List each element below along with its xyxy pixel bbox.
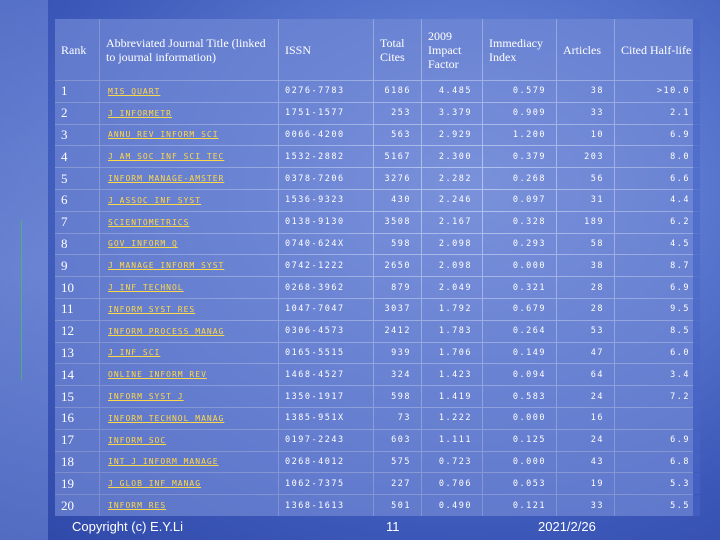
table-cell-impact-factor: 2.282 (422, 168, 482, 189)
footer-date: 2021/2/26 (538, 519, 596, 534)
table-cell-issn: 1385-951X (279, 408, 373, 429)
table-cell-cited-half-life: 6.2 (615, 212, 700, 233)
table-cell-immediacy-index: 0.000 (483, 408, 556, 429)
table-cell-articles: 53 (557, 321, 614, 342)
journal-title-link[interactable]: INFORM SYST J (100, 386, 278, 407)
table-cell-cited-half-life: 5.3 (615, 473, 700, 494)
table-cell-total-cites: 879 (374, 277, 421, 298)
table-cell-total-cites: 227 (374, 473, 421, 494)
table-cell-immediacy-index: 1.200 (483, 125, 556, 146)
journal-title-link[interactable]: ANNU REV INFORM SCI (100, 125, 278, 146)
table-cell-immediacy-index: 0.679 (483, 299, 556, 320)
table-cell-issn: 0740-624X (279, 234, 373, 255)
table-cell-issn: 0378-7206 (279, 168, 373, 189)
table-cell-articles: 47 (557, 343, 614, 364)
table-cell-issn: 1368-1613 (279, 495, 373, 516)
table-cell-issn: 1047-7047 (279, 299, 373, 320)
table-cell-issn: 1062-7375 (279, 473, 373, 494)
table-cell-impact-factor: 1.419 (422, 386, 482, 407)
table-cell-rank: 7 (55, 212, 99, 233)
journal-title-link[interactable]: INFORM RES (100, 495, 278, 516)
table-cell-impact-factor: 2.049 (422, 277, 482, 298)
table-cell-issn: 0197-2243 (279, 430, 373, 451)
table-cell-immediacy-index: 0.264 (483, 321, 556, 342)
table-cell-impact-factor: 2.098 (422, 234, 482, 255)
table-cell-total-cites: 939 (374, 343, 421, 364)
table-cell-cited-half-life: 3.4 (615, 364, 700, 385)
background-stripe (0, 0, 48, 540)
table-cell-total-cites: 2412 (374, 321, 421, 342)
table-cell-impact-factor: 2.246 (422, 190, 482, 211)
footer-copyright: Copyright (c) E.Y.Li (72, 519, 184, 534)
footer-page-number: 11 (386, 519, 400, 534)
table-cell-immediacy-index: 0.000 (483, 255, 556, 276)
table-cell-articles: 31 (557, 190, 614, 211)
table-cell-cited-half-life: 6.0 (615, 343, 700, 364)
table-cell-articles: 16 (557, 408, 614, 429)
table-cell-rank: 15 (55, 386, 99, 407)
journal-title-link[interactable]: INFORM MANAGE-AMSTER (100, 168, 278, 189)
journal-title-link[interactable]: MIS QUART (100, 81, 278, 102)
table-cell-total-cites: 3037 (374, 299, 421, 320)
table-cell-rank: 9 (55, 255, 99, 276)
table-cell-total-cites: 324 (374, 364, 421, 385)
table-cell-issn: 0165-5515 (279, 343, 373, 364)
table-cell-cited-half-life: 9.5 (615, 299, 700, 320)
header-total-cites: Total Cites (374, 19, 421, 80)
table-cell-impact-factor: 2.929 (422, 125, 482, 146)
table-cell-issn: 0306-4573 (279, 321, 373, 342)
table-cell-impact-factor: 0.723 (422, 452, 482, 473)
table-cell-cited-half-life: 4.4 (615, 190, 700, 211)
table-cell-total-cites: 3276 (374, 168, 421, 189)
table-cell-articles: 28 (557, 299, 614, 320)
table-cell-impact-factor: 2.098 (422, 255, 482, 276)
table-cell-rank: 10 (55, 277, 99, 298)
table-cell-cited-half-life: 8.5 (615, 321, 700, 342)
table-cell-impact-factor: 0.706 (422, 473, 482, 494)
journal-title-link[interactable]: J INFORMETR (100, 103, 278, 124)
table-cell-issn: 0742-1222 (279, 255, 373, 276)
table-cell-total-cites: 5167 (374, 146, 421, 167)
table-cell-rank: 17 (55, 430, 99, 451)
table-cell-total-cites: 598 (374, 234, 421, 255)
table-cell-immediacy-index: 0.579 (483, 81, 556, 102)
table-cell-issn: 0268-3962 (279, 277, 373, 298)
journal-title-link[interactable]: SCIENTOMETRICS (100, 212, 278, 233)
table-cell-rank: 18 (55, 452, 99, 473)
journal-ranking-table (55, 19, 693, 516)
table-cell-immediacy-index: 0.909 (483, 103, 556, 124)
table-cell-impact-factor: 1.706 (422, 343, 482, 364)
header-rank: Rank (55, 19, 99, 80)
table-cell-rank: 12 (55, 321, 99, 342)
table-cell-total-cites: 6186 (374, 81, 421, 102)
decorative-line (21, 220, 22, 380)
journal-title-link[interactable]: GOV INFORM Q (100, 234, 278, 255)
journal-title-link[interactable]: J INF TECHNOL (100, 277, 278, 298)
journal-title-link[interactable]: INFORM PROCESS MANAG (100, 321, 278, 342)
table-cell-issn: 0066-4200 (279, 125, 373, 146)
table-cell-cited-half-life: 7.2 (615, 386, 700, 407)
table-cell-impact-factor: 1.783 (422, 321, 482, 342)
table-cell-rank: 8 (55, 234, 99, 255)
table-cell-impact-factor: 3.379 (422, 103, 482, 124)
table-cell-immediacy-index: 0.097 (483, 190, 556, 211)
table-cell-immediacy-index: 0.149 (483, 343, 556, 364)
table-cell-cited-half-life: 5.5 (615, 495, 700, 516)
table-cell-issn: 0138-9130 (279, 212, 373, 233)
table-cell-impact-factor: 1.423 (422, 364, 482, 385)
table-cell-total-cites: 563 (374, 125, 421, 146)
table-cell-cited-half-life: 6.9 (615, 430, 700, 451)
table-cell-immediacy-index: 0.583 (483, 386, 556, 407)
table-cell-impact-factor: 2.300 (422, 146, 482, 167)
table-cell-articles: 58 (557, 234, 614, 255)
journal-title-link[interactable]: J INF SCI (100, 343, 278, 364)
table-cell-cited-half-life: 8.0 (615, 146, 700, 167)
table-cell-impact-factor: 1.111 (422, 430, 482, 451)
table-cell-articles: 33 (557, 103, 614, 124)
table-cell-rank: 2 (55, 103, 99, 124)
table-cell-issn: 1350-1917 (279, 386, 373, 407)
table-cell-cited-half-life: 6.6 (615, 168, 700, 189)
table-cell-total-cites: 3508 (374, 212, 421, 233)
journal-title-link[interactable]: ONLINE INFORM REV (100, 364, 278, 385)
header-title: Abbreviated Journal Title (linked to journal information) (100, 19, 278, 80)
table-cell-rank: 14 (55, 364, 99, 385)
table-cell-immediacy-index: 0.379 (483, 146, 556, 167)
table-cell-rank: 3 (55, 125, 99, 146)
table-cell-immediacy-index: 0.328 (483, 212, 556, 233)
header-impact-factor: 2009 Impact Factor (422, 19, 482, 80)
table-cell-issn: 1751-1577 (279, 103, 373, 124)
table-cell-rank: 5 (55, 168, 99, 189)
table-cell-immediacy-index: 0.321 (483, 277, 556, 298)
journal-title-link[interactable]: INFORM SYST RES (100, 299, 278, 320)
table-cell-issn: 1468-4527 (279, 364, 373, 385)
table-cell-issn: 0276-7783 (279, 81, 373, 102)
table-cell-immediacy-index: 0.125 (483, 430, 556, 451)
table-cell-issn: 1536-9323 (279, 190, 373, 211)
table-cell-total-cites: 598 (374, 386, 421, 407)
header-immediacy-index: Immediacy Index (483, 19, 556, 80)
table-cell-immediacy-index: 0.000 (483, 452, 556, 473)
table-cell-articles: 33 (557, 495, 614, 516)
table-cell-issn: 1532-2882 (279, 146, 373, 167)
table-cell-impact-factor: 4.485 (422, 81, 482, 102)
journal-title-link[interactable]: INFORM TECHNOL MANAG (100, 408, 278, 429)
table-cell-articles: 24 (557, 430, 614, 451)
table-cell-rank: 4 (55, 146, 99, 167)
table-cell-immediacy-index: 0.121 (483, 495, 556, 516)
journal-title-link[interactable]: J GLOB INF MANAG (100, 473, 278, 494)
header-articles: Articles (557, 19, 614, 80)
table-cell-articles: 64 (557, 364, 614, 385)
table-cell-impact-factor: 1.222 (422, 408, 482, 429)
table-cell-articles: 203 (557, 146, 614, 167)
table-cell-cited-half-life: 6.9 (615, 125, 700, 146)
table-cell-articles: 43 (557, 452, 614, 473)
table-cell-rank: 6 (55, 190, 99, 211)
table-cell-issn: 0268-4012 (279, 452, 373, 473)
table-cell-articles: 19 (557, 473, 614, 494)
table-cell-rank: 11 (55, 299, 99, 320)
table-cell-articles: 38 (557, 255, 614, 276)
table-cell-cited-half-life: 4.5 (615, 234, 700, 255)
journal-title-link[interactable]: J ASSOC INF SYST (100, 190, 278, 211)
table-cell-rank: 13 (55, 343, 99, 364)
table-cell-rank: 1 (55, 81, 99, 102)
table-cell-articles: 10 (557, 125, 614, 146)
table-cell-articles: 24 (557, 386, 614, 407)
table-cell-cited-half-life: 8.7 (615, 255, 700, 276)
table-cell-rank: 19 (55, 473, 99, 494)
table-cell-cited-half-life: 6.8 (615, 452, 700, 473)
table-cell-immediacy-index: 0.268 (483, 168, 556, 189)
journal-title-link[interactable]: INFORM SOC (100, 430, 278, 451)
table-cell-impact-factor: 2.167 (422, 212, 482, 233)
table-cell-articles: 56 (557, 168, 614, 189)
table-cell-articles: 28 (557, 277, 614, 298)
table-cell-rank: 20 (55, 495, 99, 516)
table-cell-articles: 189 (557, 212, 614, 233)
table-cell-cited-half-life: >10.0 (615, 81, 700, 102)
journal-title-link[interactable]: INT J INFORM MANAGE (100, 452, 278, 473)
table-cell-total-cites: 575 (374, 452, 421, 473)
table-cell-total-cites: 430 (374, 190, 421, 211)
table-cell-rank: 16 (55, 408, 99, 429)
table-cell-cited-half-life (615, 408, 700, 429)
table-cell-total-cites: 2650 (374, 255, 421, 276)
table-cell-total-cites: 603 (374, 430, 421, 451)
table-cell-cited-half-life: 6.9 (615, 277, 700, 298)
journal-title-link[interactable]: J AM SOC INF SCI TEC (100, 146, 278, 167)
header-cited-half-life: Cited Half-life (615, 19, 700, 80)
header-issn: ISSN (279, 19, 373, 80)
table-cell-articles: 38 (557, 81, 614, 102)
table-cell-cited-half-life: 2.1 (615, 103, 700, 124)
table-cell-impact-factor: 1.792 (422, 299, 482, 320)
table-cell-total-cites: 501 (374, 495, 421, 516)
table-cell-total-cites: 253 (374, 103, 421, 124)
table-cell-immediacy-index: 0.094 (483, 364, 556, 385)
table-cell-immediacy-index: 0.293 (483, 234, 556, 255)
table-cell-immediacy-index: 0.053 (483, 473, 556, 494)
table-cell-impact-factor: 0.490 (422, 495, 482, 516)
journal-title-link[interactable]: J MANAGE INFORM SYST (100, 255, 278, 276)
table-cell-total-cites: 73 (374, 408, 421, 429)
